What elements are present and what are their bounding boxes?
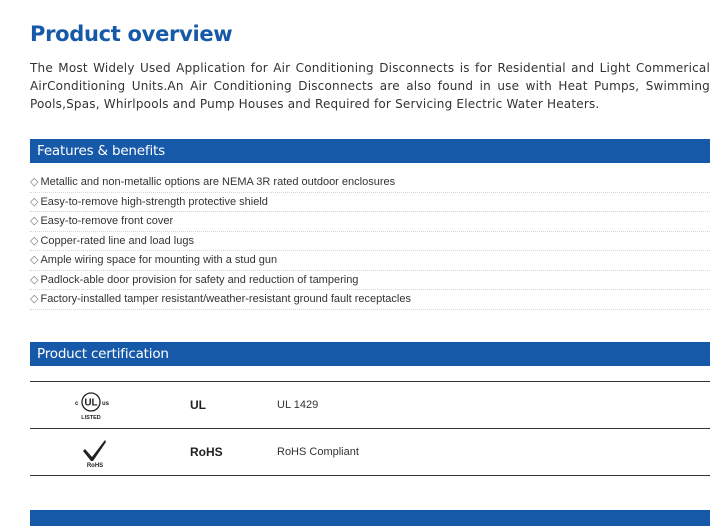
page-title: Product overview <box>30 22 233 46</box>
feature-text: Factory-installed tamper resistant/weather-resistant ground fault receptacles <box>40 293 411 305</box>
diamond-outline-icon: ◇ <box>30 273 39 286</box>
feature-text: Easy-to-remove high-strength protective shield <box>40 195 268 208</box>
diamond-outline-icon: ◇ <box>30 195 39 208</box>
features-list <box>30 173 710 310</box>
cert-name: UL <box>190 398 206 412</box>
feature-text: Padlock-able door provision for safety and reduction of tampering <box>40 273 359 286</box>
list-item <box>30 193 710 213</box>
table-row <box>30 429 710 476</box>
cert-description: RoHS Compliant <box>277 446 359 458</box>
ul-listed-icon <box>67 388 123 422</box>
overview-text: The Most Widely Used Application for Air Conditioning Disconnects is for Residential and Light Commerical AirConditioning Units.An Air Conditioning Disconnects are also found in use with Heat Pumps, Swimming Pools,Spas, Whirlpools and Pump Houses and Required for Servicing Electric Water Heaters. <box>30 61 710 111</box>
list-item <box>30 290 710 310</box>
list-item <box>30 271 710 291</box>
rohs-checkmark-logo <box>30 429 160 475</box>
svg-text:c: c <box>75 401 79 407</box>
diamond-outline-icon: ◇ <box>30 215 39 227</box>
cert-description: UL 1429 <box>277 399 319 411</box>
diamond-outline-icon: ◇ <box>30 254 39 266</box>
list-item <box>30 232 710 252</box>
ul-listed-logo <box>30 382 160 428</box>
feature-text: Copper-rated line and load lugs <box>40 234 194 247</box>
feature-text: Ample wiring space for mounting with a stud gun <box>40 254 278 266</box>
feature-text: Metallic and non-metallic options are NEMA 3R rated outdoor enclosures <box>40 176 396 188</box>
list-item <box>30 251 710 271</box>
features-section-header: Features & benefits <box>30 139 710 163</box>
next-section-header <box>30 510 710 526</box>
diamond-outline-icon: ◇ <box>30 234 39 247</box>
svg-text:RoHS: RoHS <box>86 463 104 469</box>
certification-table <box>30 381 710 476</box>
cert-name: RoHS <box>190 445 223 459</box>
table-row <box>30 382 710 429</box>
diamond-outline-icon: ◇ <box>30 293 39 305</box>
feature-text: Easy-to-remove front cover <box>40 215 174 227</box>
svg-text:us: us <box>102 401 110 407</box>
svg-text:LISTED: LISTED <box>81 415 101 421</box>
list-item <box>30 173 710 193</box>
certification-section-header: Product certification <box>30 342 710 366</box>
svg-text:UL: UL <box>84 397 98 409</box>
list-item <box>30 212 710 232</box>
checkmark-icon <box>75 435 115 469</box>
diamond-outline-icon: ◇ <box>30 176 39 188</box>
